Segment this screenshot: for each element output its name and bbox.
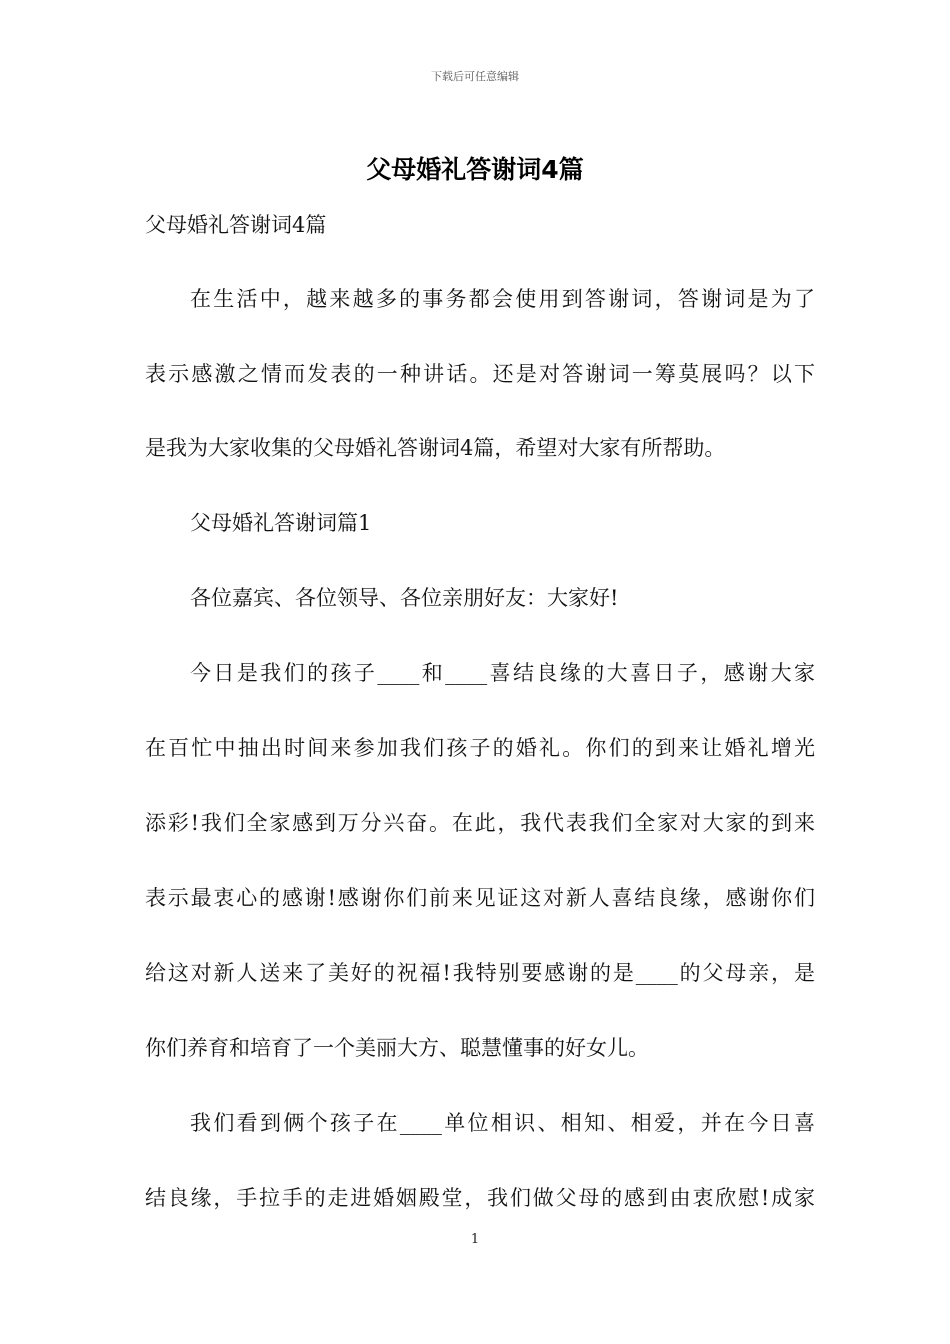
- para1-line-3: 添彩!我们全家感到万分兴奋。在此，我代表我们全家对大家的到来: [145, 811, 815, 835]
- header-note: 下载后可任意编辑: [431, 70, 519, 83]
- para1-line-4: 表示最衷心的感谢!感谢你们前来见证这对新人喜结良缘，感谢你们: [145, 886, 815, 910]
- intro-line-1: 在生活中，越来越多的事务都会使用到答谢词，答谢词是为了: [190, 287, 815, 311]
- intro-line-3: 是我为大家收集的父母婚礼答谢词4篇，希望对大家有所帮助。: [145, 436, 726, 460]
- para1-line-1: 今日是我们的孩子____和____喜结良缘的大喜日子，感谢大家: [190, 661, 815, 685]
- para1-line-5: 给这对新人送来了美好的祝福!我特别要感谢的是____的父母亲，是: [145, 961, 815, 985]
- page-number: 1: [470, 1232, 480, 1247]
- para1-line-6: 你们养育和培育了一个美丽大方、聪慧懂事的好女儿。: [145, 1036, 649, 1060]
- section-heading: 父母婚礼答谢词篇1: [190, 511, 372, 535]
- para2-line-1: 我们看到俩个孩子在____单位相识、相知、相爱，并在今日喜: [190, 1111, 815, 1135]
- document-title: 父母婚礼答谢词4篇: [366, 155, 584, 184]
- subtitle-line: 父母婚礼答谢词4篇: [145, 213, 327, 237]
- para2-line-2: 结良缘，手拉手的走进婚姻殿堂，我们做父母的感到由衷欣慰!成家: [145, 1186, 815, 1210]
- greeting-line: 各位嘉宾、各位领导、各位亲朋好友：大家好!: [190, 586, 619, 610]
- intro-line-2: 表示感激之情而发表的一种讲话。还是对答谢词一筹莫展吗？以下: [145, 362, 815, 386]
- para1-line-2: 在百忙中抽出时间来参加我们孩子的婚礼。你们的到来让婚礼增光: [145, 736, 815, 760]
